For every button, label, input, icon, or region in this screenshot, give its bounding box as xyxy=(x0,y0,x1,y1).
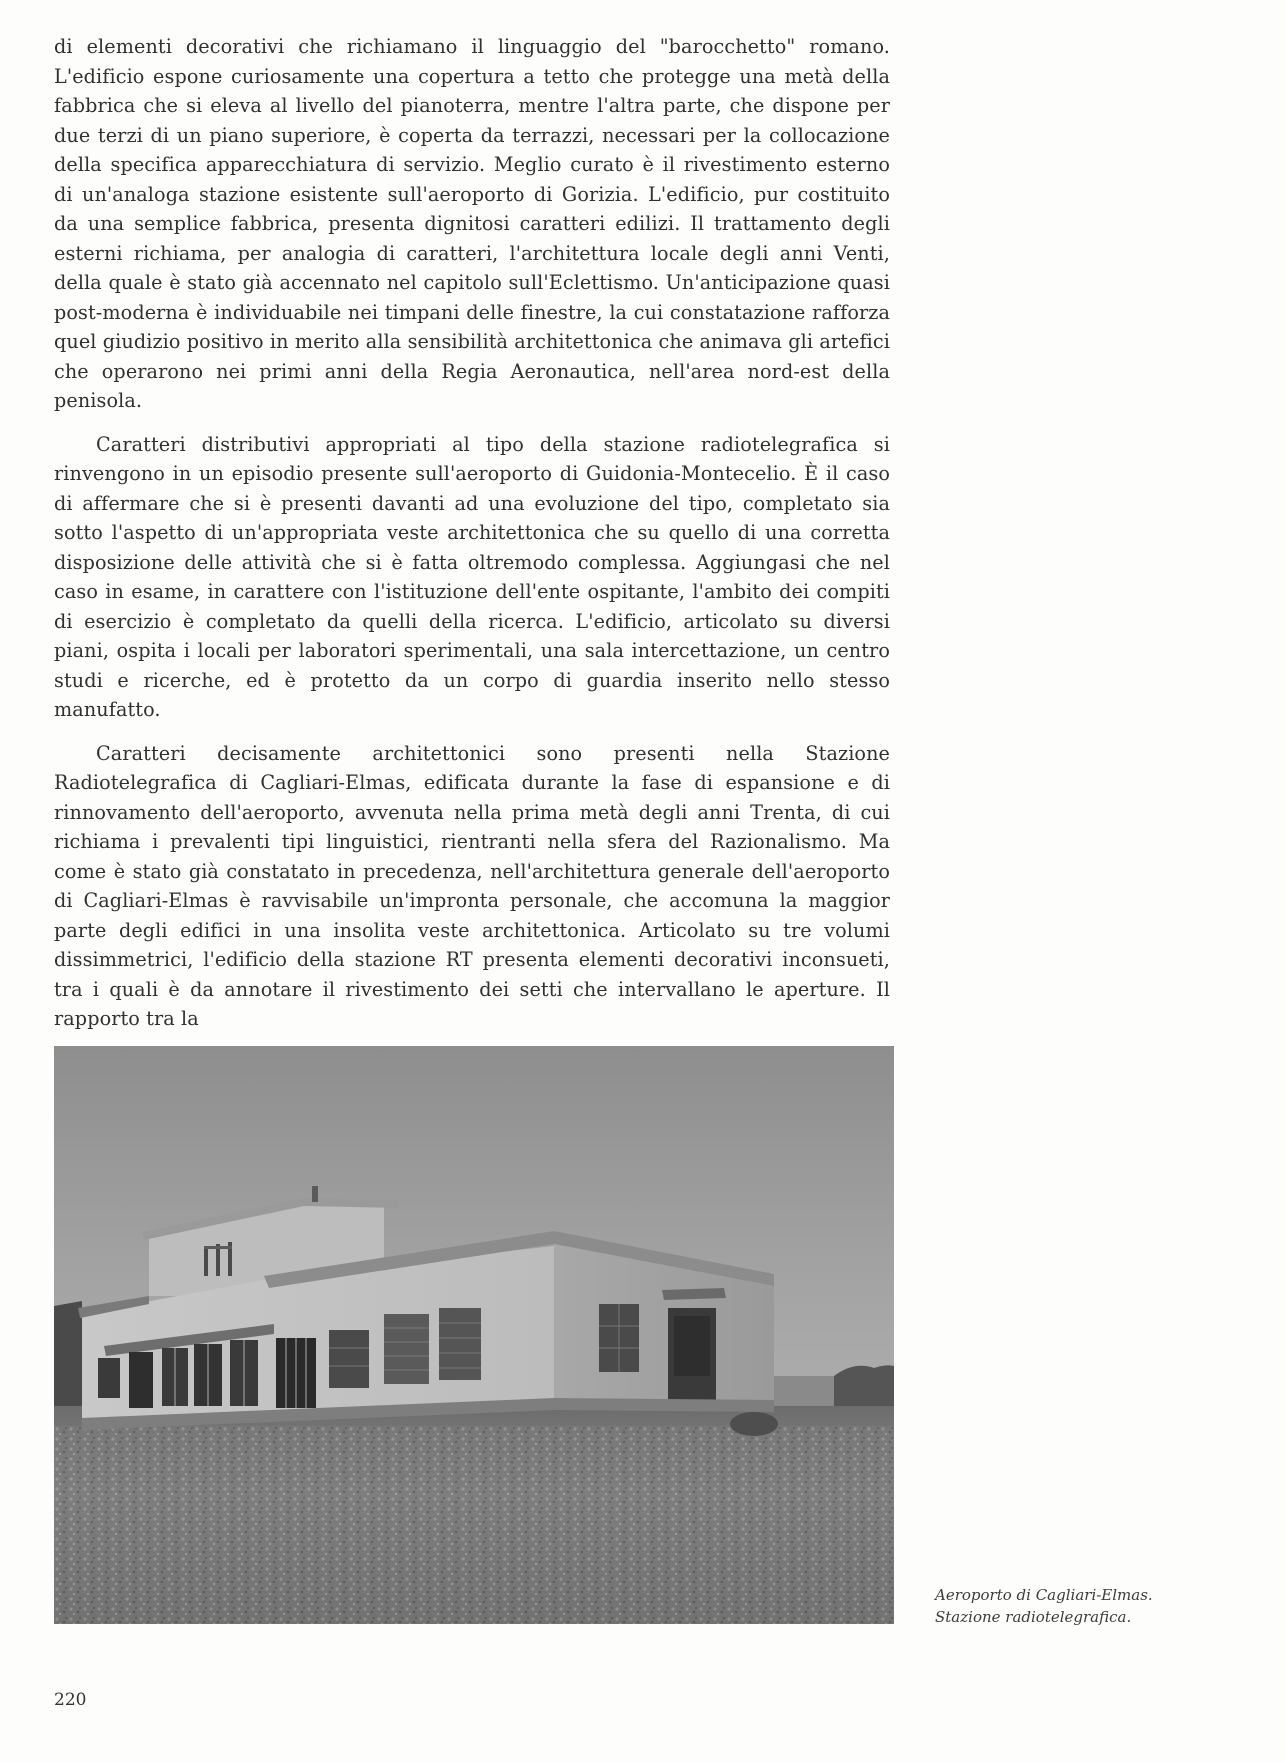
paragraph-2: Caratteri distributivi appropriati al tipo della stazione radiotelegrafica si rinvengono in un episodio presente sull'aeroporto di Guidonia-Montecelio. È il caso di affermare che si è presenti davanti ad una evoluzione del tipo, completato sia sotto l'aspetto di un'appropriata veste architettonica che su quello di una corretta disposizione delle attività che si è fatta oltremodo complessa. Aggiungasi che nel caso in esame, in carattere con l'istituzione dell'ente ospitante, l'ambito dei compiti di esercizio è completato da quelli della ricerca. L'edificio, articolato su diversi piani, ospita i locali per laboratori sperimentali, una sala intercettazione, un centro studi e ricerche, ed è protetto da un corpo di guardia inserito nello stesso manufatto. xyxy=(54,432,890,721)
caption-line-2: Stazione radiotelegrafica. xyxy=(935,1608,1132,1626)
building-photo xyxy=(54,1046,894,1624)
caption-line-1: Aeroporto di Cagliari-Elmas. xyxy=(935,1586,1153,1604)
figure-caption xyxy=(935,1584,1235,1628)
page-number: 220 xyxy=(54,1690,87,1710)
body-text xyxy=(54,32,890,1048)
paragraph-3: Caratteri decisamente architettonici sono presenti nella Stazione Radiotelegrafica di Cagliari-Elmas, edificata durante la fase di espansione e di rinnovamento dell'aeroporto, avvenuta nella prima metà degli anni Trenta, di cui richiama i prevalenti tipi linguistici, rientranti nella sfera del Razionalismo. Ma come è stato già constatato in precedenza, nell'architettura generale dell'aeroporto di Cagliari-Elmas è ravvisabile un'impronta personale, che accomuna la maggior parte degli edifici in una insolita veste architettonica. Articolato su tre volumi dissimmetrici, l'edificio della stazione RT presenta elementi decorativi inconsueti, tra i quali è da annotare il rivestimento dei setti che intervallano le aperture. Il rapporto tra la xyxy=(54,741,890,1030)
paragraph-1: di elementi decorativi che richiamano il linguaggio del "barocchetto" romano. L'edificio espone curiosamente una copertura a tetto che protegge una metà della fabbrica che si eleva al livello del pianoterra, mentre l'altra parte, che dispone per due terzi di un piano superiore, è coperta da terrazzi, necessari per la collocazione della specifica apparecchiatura di servizio. Meglio curato è il rivestimento esterno di un'analoga stazione esistente sull'aeroporto di Gorizia. L'edificio, pur costituito da una semplice fabbrica, presenta dignitosi caratteri edilizi. Il trattamento degli esterni richiama, per analogia di caratteri, l'architettura locale degli anni Venti, della quale è stato già accennato nel capitolo sull'Eclettismo. Un'anticipazione quasi post-moderna è individuabile nei timpani delle finestre, la cui constatazione rafforza quel giudizio positivo in merito alla sensibilità architettonica che animava gli artefici che operarono nei primi anni della Regia Aeronautica, nell'area nord-est della penisola. xyxy=(54,35,890,412)
